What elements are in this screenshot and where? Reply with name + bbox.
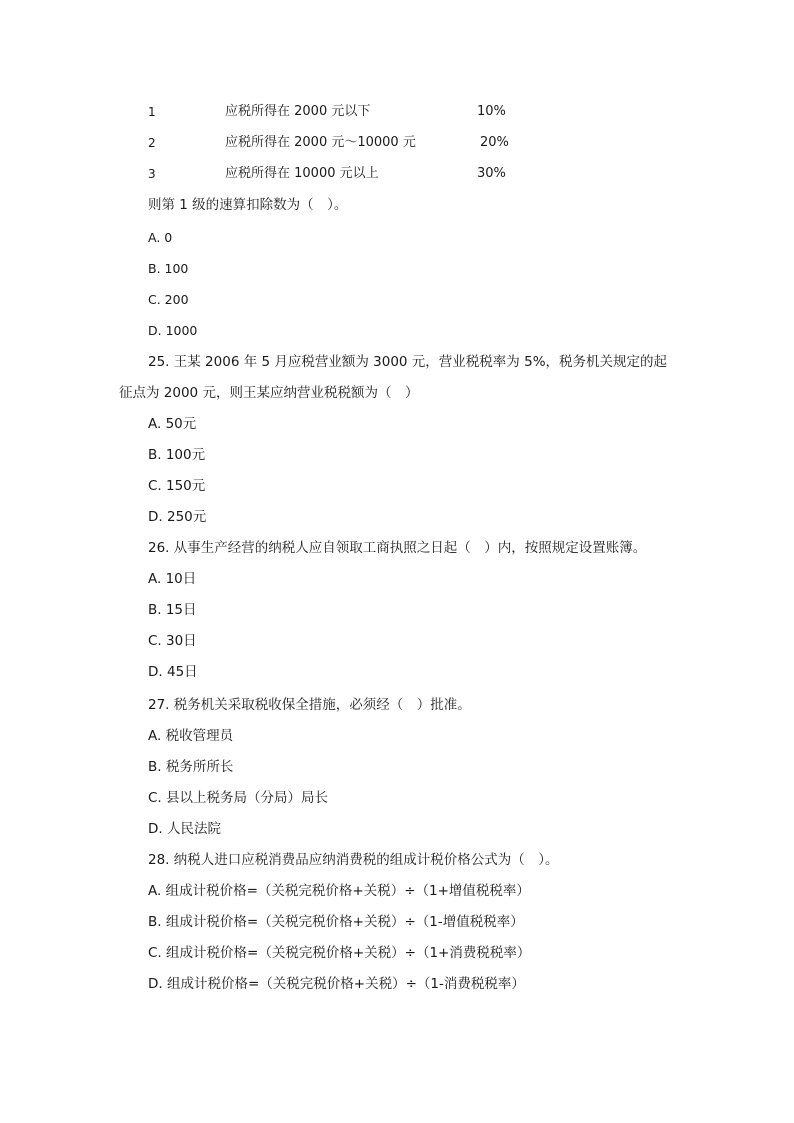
rate-description: 应税所得在 2000 元～10000 元 (225, 135, 416, 150)
option-item: C. 组成计税价格=（关税完税价格+关税）÷（1+消费税税率） (148, 945, 531, 961)
rate-description: 应税所得在 10000 元以上 (225, 166, 379, 181)
rate-value: 20% (480, 135, 509, 150)
question-stem: 26. 从事生产经营的纳税人应自领取工商执照之日起（ ）内，按照规定设置账簿。 (148, 540, 647, 556)
question-stem: 25. 王某 2006 年 5 月应税营业额为 3000 元，营业税税率为 5%，税务机关规定的起 (148, 354, 668, 370)
option-item: B. 100元 (148, 447, 206, 463)
option-item: A. 组成计税价格=（关税完税价格+关税）÷（1+增值税税率） (148, 883, 530, 899)
option-item: C. 200 (148, 292, 189, 307)
rate-level: 3 (148, 167, 156, 181)
question-stem: 则第 1 级的速算扣除数为（ ）。 (148, 197, 348, 213)
option-item: C. 县以上税务局（分局）局长 (148, 790, 329, 806)
option-item: D. 组成计税价格=（关税完税价格+关税）÷（1-消费税税率） (148, 976, 525, 992)
option-item: B. 组成计税价格=（关税完税价格+关税）÷（1-增值税税率） (148, 914, 524, 930)
option-item: D. 250元 (148, 509, 207, 525)
question-stem: 28. 纳税人进口应税消费品应纳消费税的组成计税价格公式为（ ）。 (148, 852, 559, 868)
rate-value: 10% (477, 104, 506, 119)
option-item: A. 0 (148, 230, 173, 245)
option-item: A. 50元 (148, 416, 197, 432)
rate-level: 1 (148, 105, 156, 119)
option-item: D. 45日 (148, 664, 198, 680)
question-stem-continuation: 征点为 2000 元，则王某应纳营业税税额为（ ） (119, 385, 419, 401)
option-item: C. 150元 (148, 478, 206, 494)
rate-level: 2 (148, 136, 156, 150)
rate-value: 30% (477, 166, 506, 181)
option-item: D. 人民法院 (148, 821, 221, 837)
option-item: B. 15日 (148, 602, 197, 618)
rate-description: 应税所得在 2000 元以下 (225, 104, 371, 119)
option-item: A. 10日 (148, 571, 197, 587)
option-item: C. 30日 (148, 633, 197, 649)
option-item: D. 1000 (148, 323, 198, 338)
option-item: B. 税务所所长 (148, 759, 234, 775)
option-item: B. 100 (148, 261, 189, 276)
option-item: A. 税收管理员 (148, 728, 234, 744)
question-stem: 27. 税务机关采取税收保全措施，必须经（ ）批准。 (148, 697, 471, 713)
